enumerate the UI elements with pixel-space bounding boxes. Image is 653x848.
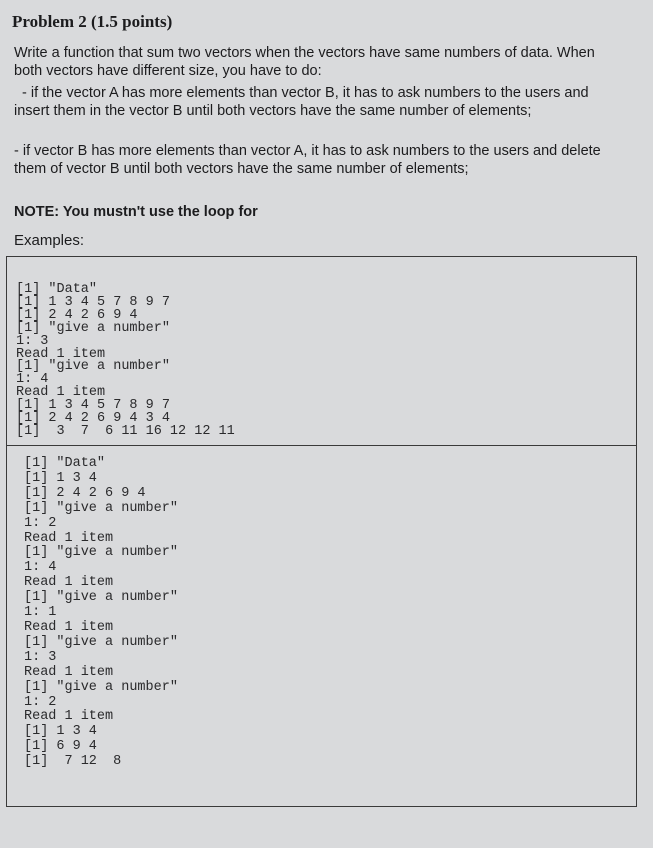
note-text: NOTE: You mustn't use the loop for (14, 204, 258, 220)
problem-title: Problem 2 (1.5 points) (12, 12, 173, 31)
example-1-console-output: [1] "Data" [1] 1 3 4 5 7 8 9 7 [1] 2 4 2 6 9 4 [1] "give a number" 1: 3 Read 1 item [1] "give a number" 1: 4 Read 1 item [1] 1 3 4 5 7 8 9 7 [1] 2 4 2 6 9 4 3 4 [1] 3 7 6 11 16 12 12 11 (16, 282, 235, 439)
examples-label: Examples: (14, 232, 85, 249)
example-2-box (6, 445, 637, 807)
bullet-vector-a: - if the vector A has more elements than vector B, it has to ask numbers to the users and insert them in the vector B until both vectors have the same number of elements; (14, 85, 589, 119)
example-1-box (6, 256, 637, 446)
bullet-vector-b: - if vector B has more elements than vector A, it has to ask numbers to the users and delete them of vector B until both vectors have the same number of elements; (14, 143, 601, 177)
example-2-console-output: [1] "Data" [1] 1 3 4 [1] 2 4 2 6 9 4 [1] "give a number" 1: 2 Read 1 item [1] "give a number" 1: 4 Read 1 item [1] "give a number" 1: 1 Read 1 item [1] "give a number" 1: 3 Read 1 item [1] "give a number" 1: 2 Read 1 item [1] 1 3 4 [1] 6 9 4 [1] 7 12 8 (24, 456, 178, 770)
problem-intro: Write a function that sum two vectors when the vectors have same numbers of data. When both vectors have different size, you have to do: (14, 45, 595, 79)
